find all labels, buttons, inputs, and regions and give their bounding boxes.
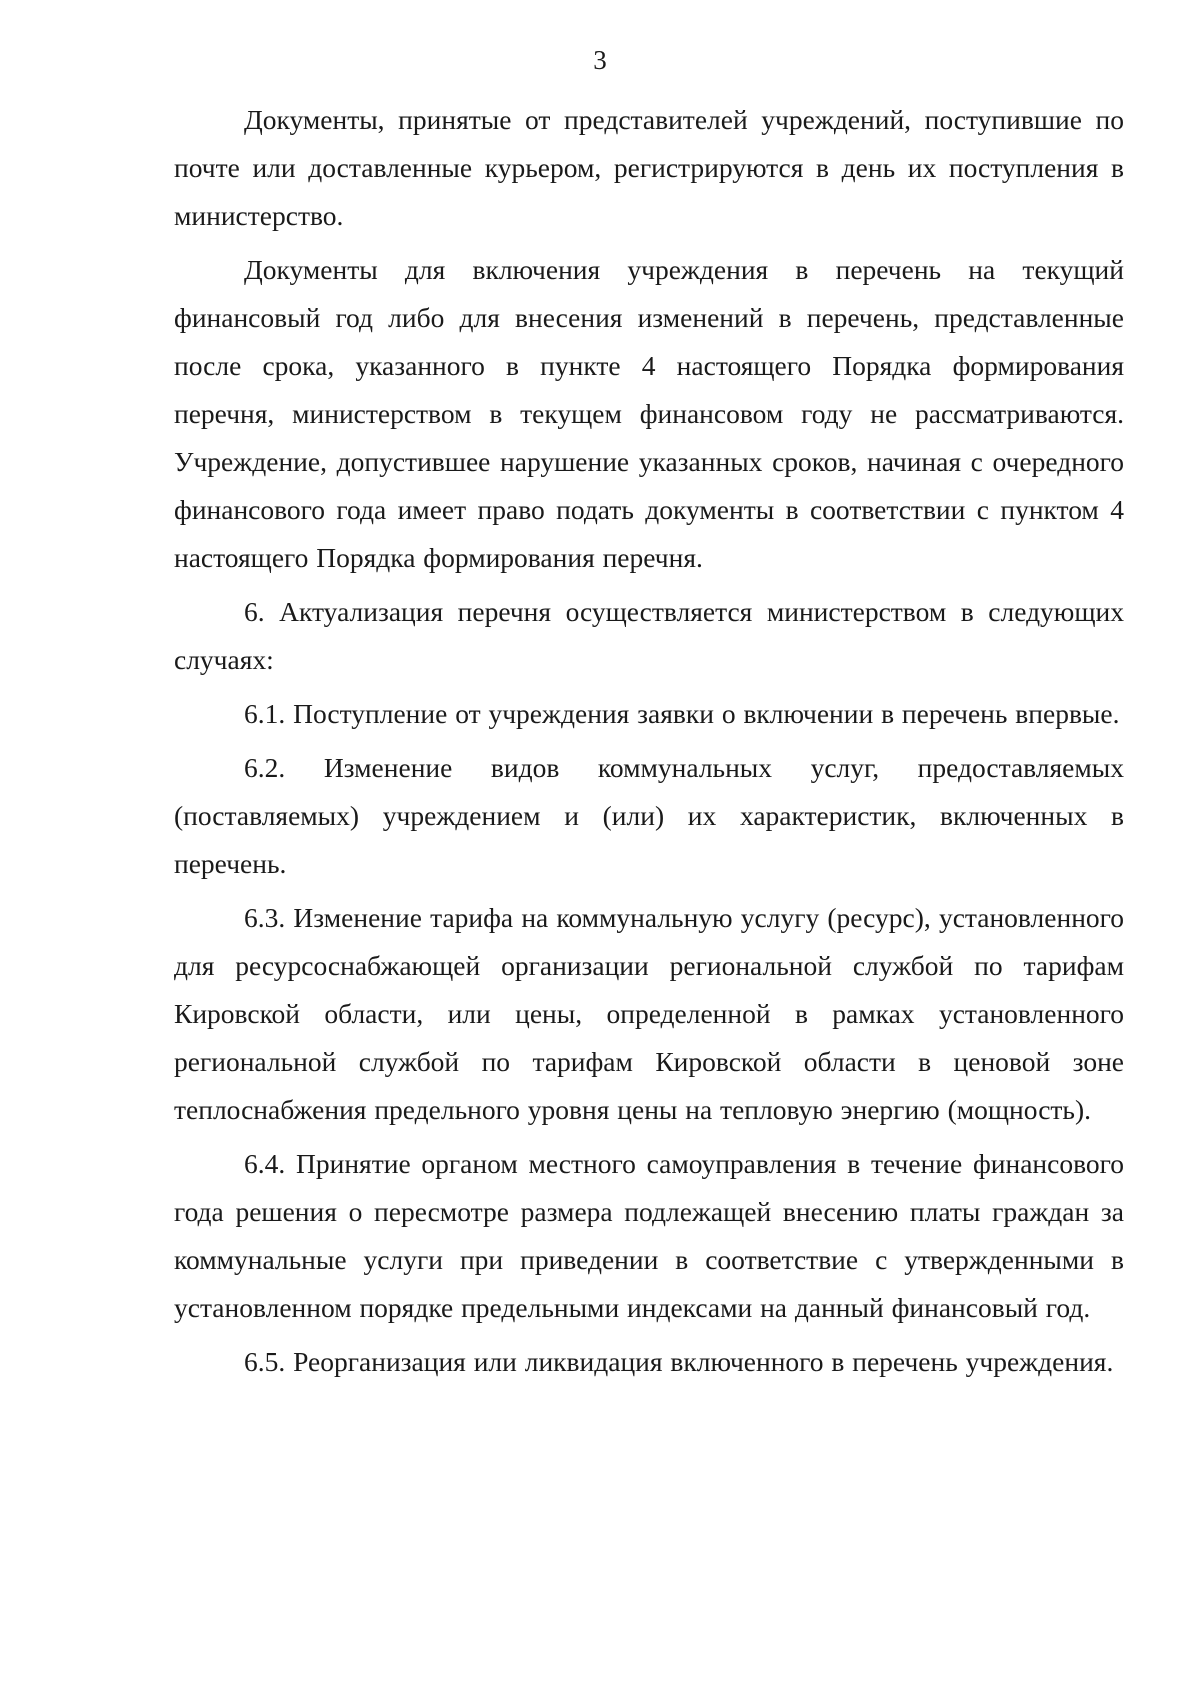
paragraph-6-2: 6.2. Изменение видов коммунальных услуг, предоставляемых (поставляемых) учреждением и (или) их характеристик, включенных в перечень. [174,752,1124,879]
paragraph-late-documents: Документы для включения учреждения в перечень на текущий финансовый год либо для внесения изменений в перечень, представленные после срока, указанного в пункте 4 настоящего Порядка формирования перечня, министерством в текущем финансовом году не рассматриваются. Учреждение, допустившее нарушение указанных сроков, начиная с очередного финансового года имеет право подать документы в соответствии с пунктом 4 настоящего Порядка формирования перечня. [174,254,1124,573]
paragraph-documents-registration: Документы, принятые от представителей учреждений, поступившие по почте или доставленные курьером, регистрируются в день их поступления в министерство. [174,104,1124,231]
page-number: 3 [593,45,607,75]
paragraph-6-3: 6.3. Изменение тарифа на коммунальную услугу (ресурс), установленного для ресурсоснабжающей организации региональной службой по тарифам Кировской области, или цены, определенной в рамках установленного региональной службой по тарифам Кировской области в ценовой зоне теплоснабжения предельного уровня цены на тепловую энергию (мощность). [174,902,1124,1125]
document-body [174,96,1124,1392]
paragraph-6-4: 6.4. Принятие органом местного самоуправления в течение финансового года решения о пересмотре размера подлежащей внесению платы граждан за коммунальные услуги при приведении в соответствие с утвержденными в установленном порядке предельными индексами на данный финансовый год. [174,1148,1124,1323]
paragraph-6-actualization: 6. Актуализация перечня осуществляется министерством в следующих случаях: [174,596,1124,675]
paragraph-6-5: 6.5. Реорганизация или ликвидация включенного в перечень учреждения. [244,1346,1114,1377]
paragraph-6-1: 6.1. Поступление от учреждения заявки о включении в перечень впервые. [244,698,1120,729]
